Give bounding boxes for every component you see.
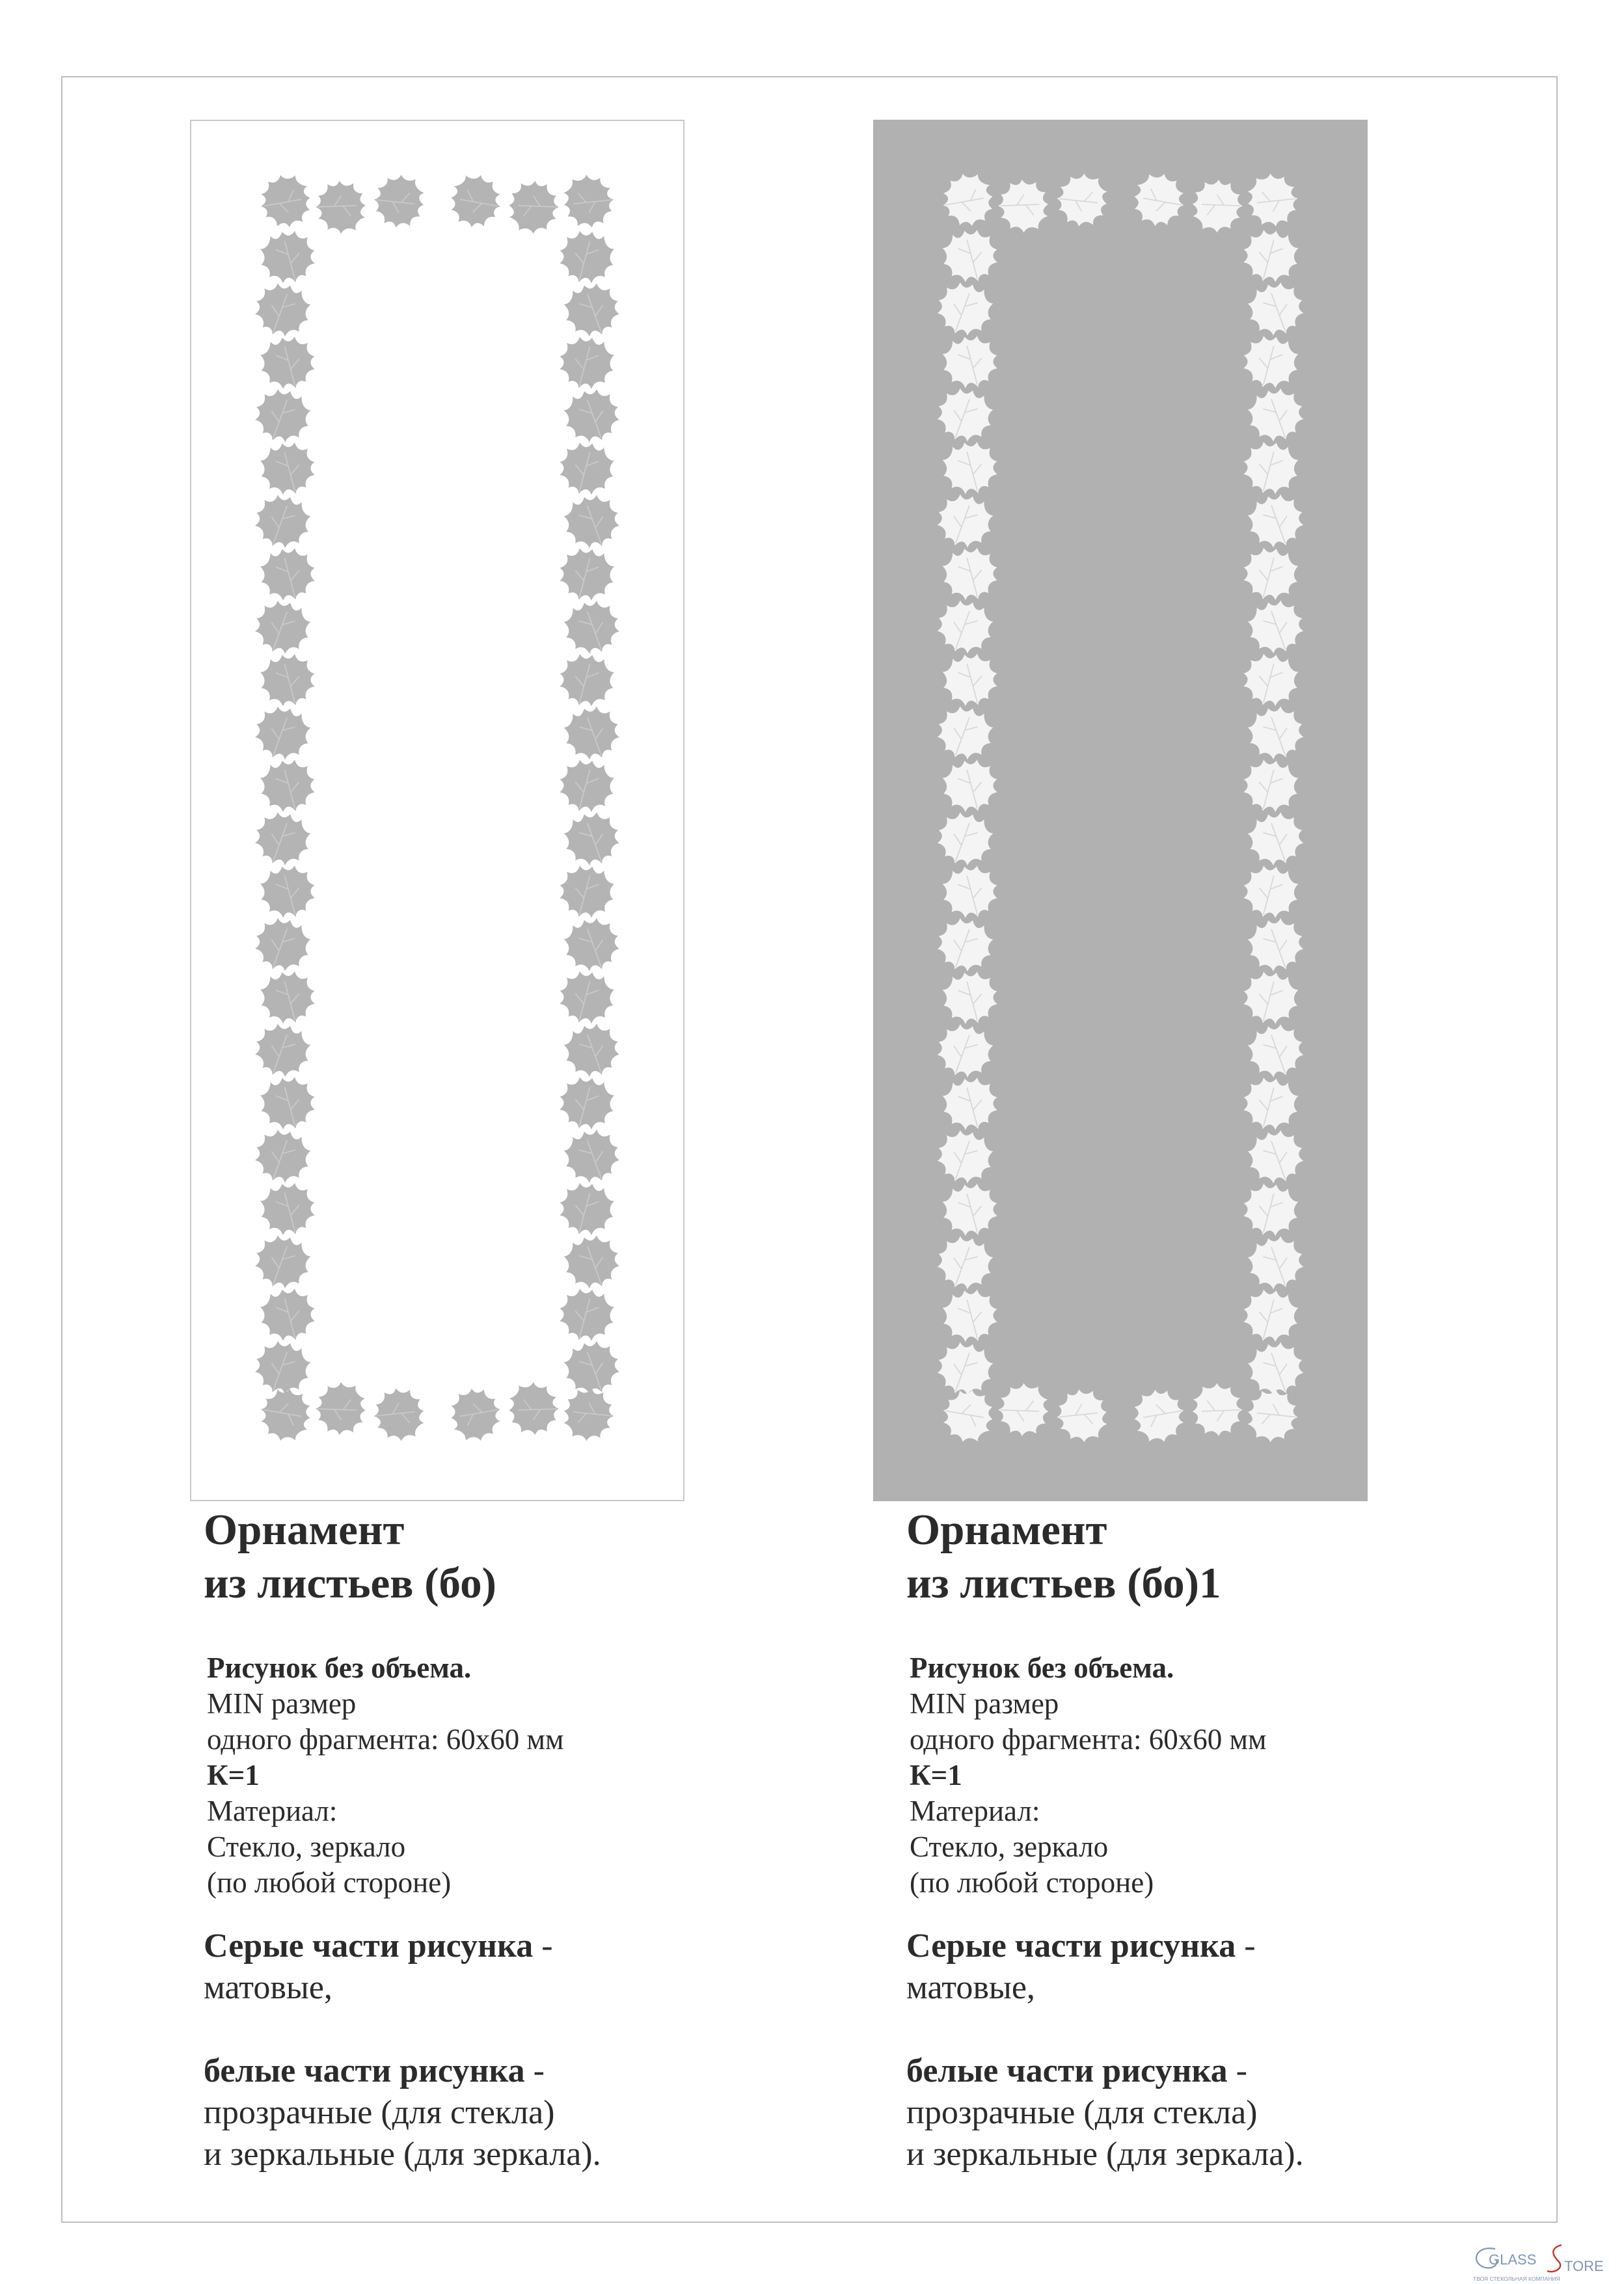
spec-material-side: (по любой стороне) (207, 1866, 452, 1899)
description-right (906, 1503, 1492, 2175)
leaf-icon (937, 1284, 1004, 1349)
leaf-icon (315, 180, 366, 234)
spec-material-side: (по любой стороне) (910, 1866, 1154, 1899)
leaf-icon (1237, 330, 1304, 395)
white-parts-heading: белые части рисунка - (906, 2052, 1247, 2089)
leaf-icon (1241, 911, 1311, 979)
leaf-icon (254, 648, 321, 713)
leaf-icon (1237, 542, 1304, 607)
leaf-icon (930, 381, 1000, 450)
leaf-icon (1237, 436, 1304, 501)
leaf-icon (930, 593, 1000, 662)
logo-text-glass: GLASS (1489, 2251, 1537, 2268)
leaf-icon (557, 1017, 627, 1085)
leaf-icon (248, 1122, 318, 1190)
leaf-icon (1241, 381, 1311, 450)
leaf-icon (315, 1381, 366, 1435)
design-title (204, 1503, 789, 1610)
leaf-icon (1241, 1229, 1311, 1298)
leaf-icon (557, 911, 627, 979)
leaf-icon (930, 1017, 1000, 1085)
gray-parts-heading: Серые части рисунка - (204, 1927, 553, 1965)
leaf-icon (1241, 1123, 1311, 1191)
leaf-icon (562, 1385, 617, 1443)
leaf-icon (1237, 647, 1304, 713)
leaf-icon (1245, 1387, 1301, 1445)
leaf-icon (1054, 171, 1109, 229)
leaf-icon (553, 225, 620, 290)
spec-material-label: Материал: (207, 1795, 338, 1827)
logo-text-tore: TORE (1564, 2258, 1604, 2274)
leaf-icon (937, 1072, 1004, 1137)
spec-material-value: Стекло, зеркало (207, 1830, 406, 1863)
leaf-icon (930, 1335, 1000, 1404)
leaf-icon (254, 1283, 321, 1348)
gray-parts-value: матовые, (906, 1969, 1035, 2006)
spec-k-coefficient: К=1 (910, 1759, 962, 1791)
leaf-icon (1054, 1387, 1109, 1445)
leaf-icon (372, 1385, 427, 1443)
leaf-icon (937, 1178, 1004, 1243)
leaf-icon (1237, 754, 1304, 819)
leaf-icon (557, 593, 627, 661)
white-parts-value-glass: прозрачные (для стекла) (204, 2094, 555, 2131)
leaf-icon (557, 1122, 627, 1190)
white-parts-value-mirror: и зеркальные (для зеркала). (906, 2136, 1304, 2173)
leaf-icon (254, 225, 321, 290)
leaf-icon (930, 1229, 1000, 1298)
spec-fragment-size: одного фрагмента: 60х60 мм (207, 1723, 564, 1756)
design-title-line1: Орнамент (906, 1506, 1107, 1554)
leaf-icon (553, 1177, 620, 1242)
leaf-icon (1237, 966, 1304, 1031)
leaf-icon (1241, 700, 1311, 768)
leaf-icon (938, 169, 997, 230)
leaf-icon (254, 966, 321, 1031)
leaf-icon (937, 436, 1004, 501)
spec-material-label: Материал: (910, 1795, 1040, 1827)
leaf-icon (254, 437, 321, 502)
spec-no-volume: Рисунок без объема. (207, 1652, 472, 1684)
white-parts-heading: белые части рисунка - (204, 2052, 545, 2089)
leaf-icon (553, 437, 620, 502)
design-title-line2: из листьев (бо) (204, 1559, 496, 1607)
leaf-icon (1237, 1284, 1304, 1349)
leaf-icon (248, 1017, 318, 1085)
leaf-icon (997, 179, 1049, 234)
leaf-icon (938, 1385, 997, 1447)
leaf-icon (254, 542, 321, 607)
spec-material-value: Стекло, зеркало (910, 1830, 1109, 1863)
leaf-icon (553, 331, 620, 396)
leaf-icon (248, 700, 318, 767)
leaf-icon (254, 1071, 321, 1136)
design-title-line2: из листьев (бо)1 (906, 1559, 1221, 1607)
spec-k-coefficient: К=1 (207, 1759, 260, 1791)
leaf-icon (1241, 487, 1311, 556)
leaf-icon (447, 170, 506, 232)
leaf-icon (937, 224, 1004, 289)
leaf-icon (1241, 1017, 1311, 1085)
leaf-icon (557, 382, 627, 450)
color-notes (906, 1925, 1492, 2175)
leaf-icon (937, 542, 1004, 607)
gray-parts-heading: Серые части рисунка - (906, 1927, 1256, 1965)
spec-min-size-label: MIN размер (207, 1687, 357, 1720)
white-parts-value-glass: прозрачные (для стекла) (906, 2094, 1258, 2131)
spec-no-volume: Рисунок без объема. (910, 1652, 1174, 1684)
leaf-icon (1130, 1385, 1189, 1447)
leaf-icon (248, 488, 318, 556)
design-title-line1: Орнамент (204, 1506, 405, 1554)
leaf-icon (1245, 171, 1301, 229)
leaf-icon (248, 593, 318, 661)
spec-list (204, 1650, 789, 1901)
leaf-icon (254, 860, 321, 925)
leaf-icon (930, 911, 1000, 979)
leaf-icon (930, 275, 1000, 344)
leaf-icon (557, 805, 627, 873)
leaf-icon (937, 966, 1004, 1031)
leaf-icon (937, 860, 1004, 925)
leaf-icon (1241, 275, 1311, 344)
leaf-icon (248, 382, 318, 450)
white-parts-value-mirror: и зеркальные (для зеркала). (204, 2136, 601, 2173)
leaf-icon (557, 488, 627, 556)
leaf-icon (553, 542, 620, 607)
leaf-icon (248, 1334, 318, 1402)
leaf-icon (254, 1177, 321, 1242)
leaf-icon (1241, 805, 1311, 873)
leaf-icon (937, 754, 1004, 819)
leaf-icon (1237, 1178, 1304, 1243)
leaf-icon (930, 487, 1000, 556)
logo-mark (1469, 2242, 1623, 2283)
leaf-icon (553, 648, 620, 713)
color-notes (204, 1925, 789, 2175)
logo-tagline: ТВОЯ СТЕКОЛЬНАЯ КОМПАНИЯ (1473, 2276, 1560, 2282)
leaf-icon (1237, 860, 1304, 925)
leaf-icon (248, 911, 318, 979)
leaf-icon (1130, 169, 1189, 230)
leaf-icon (372, 172, 427, 230)
glass-panel-matte (873, 120, 1368, 1501)
leaf-icon (937, 647, 1004, 713)
leaf-icon (1241, 593, 1311, 662)
leaf-icon (930, 1123, 1000, 1191)
design-title (906, 1503, 1492, 1610)
leaf-icon (553, 754, 620, 819)
leaf-icon (930, 805, 1000, 873)
gray-parts-value: матовые, (204, 1969, 332, 2006)
leaf-icon (254, 754, 321, 819)
leaf-icon (248, 1229, 318, 1296)
leaf-icon (937, 330, 1004, 395)
leaf-ornament-frame (191, 121, 683, 1500)
leaf-icon (930, 700, 1000, 768)
leaf-icon (1237, 1072, 1304, 1137)
leaf-icon (553, 966, 620, 1031)
description-left (204, 1503, 789, 2175)
leaf-icon (557, 277, 627, 344)
leaf-ornament-frame (873, 120, 1368, 1501)
leaf-icon (254, 331, 321, 396)
glass-panel-clear (190, 120, 684, 1501)
leaf-icon (1191, 1382, 1243, 1437)
leaf-icon (1237, 224, 1304, 289)
leaf-icon (508, 1381, 560, 1435)
leaf-icon (997, 1382, 1049, 1437)
spec-fragment-size: одного фрагмента: 60х60 мм (910, 1723, 1267, 1756)
spec-list (906, 1650, 1492, 1901)
leaf-icon (557, 1229, 627, 1296)
leaf-icon (248, 277, 318, 344)
leaf-icon (553, 860, 620, 925)
leaf-icon (248, 805, 318, 873)
leaf-icon (447, 1384, 506, 1445)
leaf-icon (557, 700, 627, 767)
spec-min-size-label: MIN размер (910, 1687, 1059, 1720)
leaf-icon (508, 180, 560, 234)
leaf-icon (1191, 179, 1243, 234)
leaf-icon (256, 1384, 315, 1445)
leaf-icon (256, 170, 315, 232)
leaf-icon (553, 1071, 620, 1136)
leaf-icon (553, 1283, 620, 1348)
leaf-icon (562, 172, 617, 230)
glass-store-logo (1469, 2242, 1623, 2283)
